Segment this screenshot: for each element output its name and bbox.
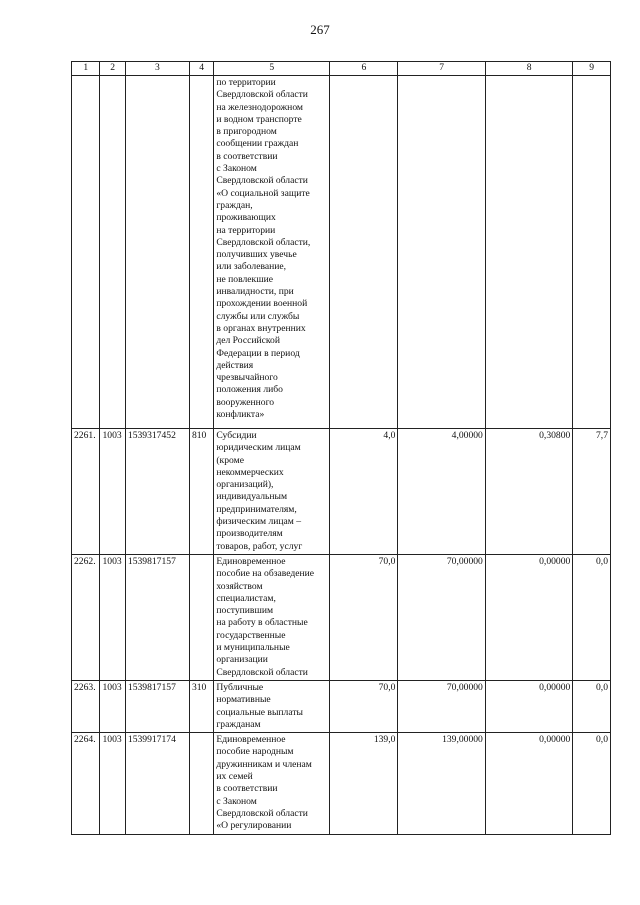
- header-col-2: 2: [100, 62, 125, 76]
- budget-table: [71, 61, 611, 835]
- table-row: [72, 429, 611, 555]
- cell-col8: 0,30800: [485, 429, 572, 555]
- cell-section: 1003: [100, 429, 125, 555]
- cell-section: 1003: [100, 733, 125, 834]
- cell-col7: 139,00000: [398, 733, 485, 834]
- header-row: [72, 62, 611, 76]
- header-col-7: 7: [398, 62, 485, 76]
- cell-col7: 70,00000: [398, 680, 485, 732]
- cell-description: Субсидии юридическим лицам (кроме некоммерческих организаций), индивидуальным предпринимателям, физическим лицам – производителям товаров, работ, услуг: [214, 429, 330, 555]
- cell-description: Единовременное пособие народным дружинникам и членам их семей в соответствии с Законом Свердловской области «О регулировании: [214, 733, 330, 834]
- cell-col8: [485, 76, 572, 429]
- cell-num: 2263.: [72, 680, 100, 732]
- cell-description: Публичные нормативные социальные выплаты гражданам: [214, 680, 330, 732]
- page-number: 267: [310, 22, 330, 37]
- table-row: [72, 554, 611, 680]
- table-row: [72, 680, 611, 732]
- header-col-8: 8: [485, 62, 572, 76]
- cell-col6: 70,0: [330, 554, 398, 680]
- cell-col7: [398, 76, 485, 429]
- cell-section: 1003: [100, 680, 125, 732]
- cell-target: 1539817157: [125, 554, 189, 680]
- cell-col8: 0,00000: [485, 680, 572, 732]
- cell-kind: [189, 554, 213, 680]
- cell-col8: 0,00000: [485, 554, 572, 680]
- cell-num: [72, 76, 100, 429]
- cell-col9: 0,0: [573, 733, 611, 834]
- cell-target: 1539317452: [125, 429, 189, 555]
- cell-col9: 0,0: [573, 554, 611, 680]
- cell-col6: 4,0: [330, 429, 398, 555]
- cell-col9: 0,0: [573, 680, 611, 732]
- header-col-1: 1: [72, 62, 100, 76]
- cell-kind: [189, 76, 213, 429]
- cell-col7: 70,00000: [398, 554, 485, 680]
- cell-col6: 139,0: [330, 733, 398, 834]
- cell-num: 2264.: [72, 733, 100, 834]
- cell-kind: [189, 733, 213, 834]
- cell-num: 2262.: [72, 554, 100, 680]
- header-col-4: 4: [189, 62, 213, 76]
- cell-col9: 7,7: [573, 429, 611, 555]
- cell-target: 1539917174: [125, 733, 189, 834]
- cell-section: 1003: [100, 554, 125, 680]
- header-col-9: 9: [573, 62, 611, 76]
- cell-section: [100, 76, 125, 429]
- cell-col6: 70,0: [330, 680, 398, 732]
- header-col-6: 6: [330, 62, 398, 76]
- cell-col6: [330, 76, 398, 429]
- cell-kind: 810: [189, 429, 213, 555]
- header-col-5: 5: [214, 62, 330, 76]
- cell-target: [125, 76, 189, 429]
- cell-col9: [573, 76, 611, 429]
- cell-kind: 310: [189, 680, 213, 732]
- cell-num: 2261.: [72, 429, 100, 555]
- cell-description: Единовременное пособие на обзаведение хозяйством специалистам, поступившим на работу в областные государственные и муниципальные организации Свердловской области: [214, 554, 330, 680]
- cell-col8: 0,00000: [485, 733, 572, 834]
- table-row: [72, 76, 611, 429]
- table-row: [72, 733, 611, 834]
- cell-description: по территории Свердловской области на железнодорожном и водном транспорте в пригородном сообщении граждан в соответствии с Законом Свердловской области «О социальной защите граждан, проживающих на территории Свердловской области, получивших увечье или заболевание, не повлекшие инвалидности, при прохождении военной службы или службы в органах внутренних дел Российской Федерации в период действия чрезвычайного положения либо вооруженного конфликта»: [214, 76, 330, 429]
- cell-target: 1539817157: [125, 680, 189, 732]
- cell-col7: 4,00000: [398, 429, 485, 555]
- header-col-3: 3: [125, 62, 189, 76]
